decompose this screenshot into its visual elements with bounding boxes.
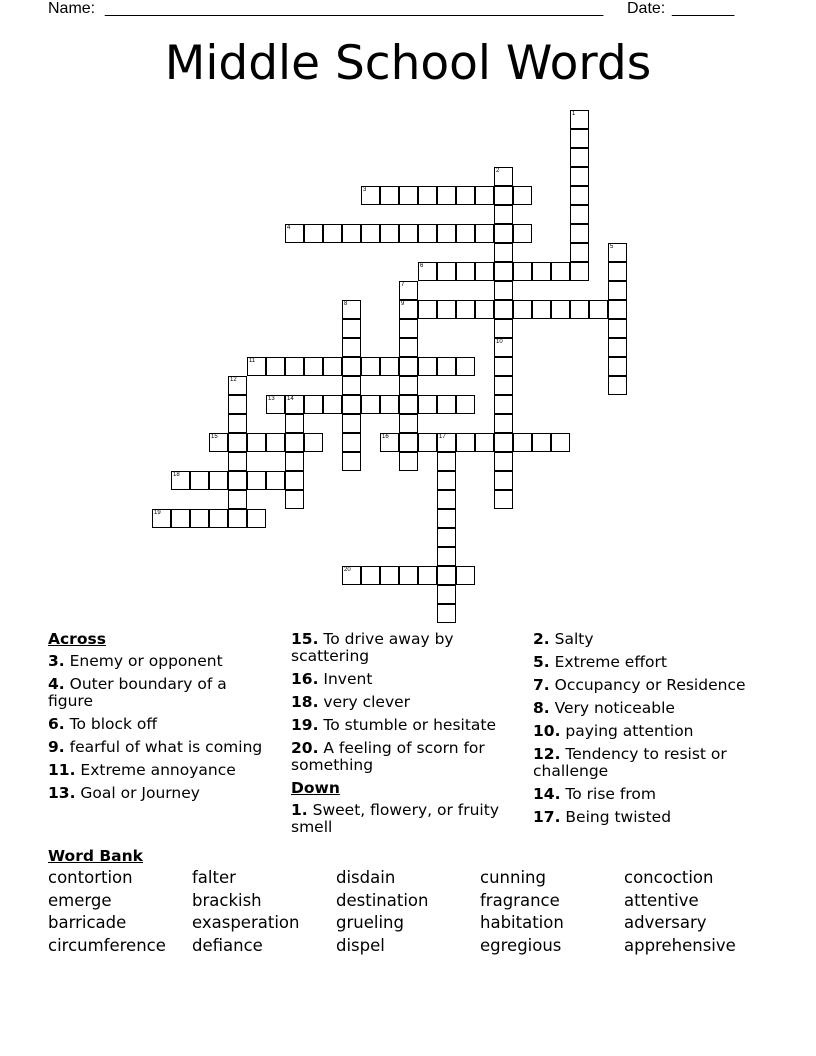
word-bank-item: grueling [336, 913, 404, 932]
grid-cell[interactable] [418, 224, 437, 243]
grid-cell[interactable] [608, 376, 627, 395]
grid-cell[interactable] [266, 471, 285, 490]
clue-number-label: 8. [533, 699, 550, 717]
clue-number-label: 4. [48, 675, 65, 693]
word-bank-item: brackish [192, 891, 262, 910]
clue-text: To block off [64, 715, 158, 733]
clue-item [48, 653, 274, 670]
grid-cell[interactable] [342, 566, 361, 585]
clue-item [291, 671, 517, 688]
clue-number-label: 10. [533, 722, 561, 740]
clue-item [48, 739, 274, 756]
grid-cell[interactable] [494, 300, 513, 319]
clue-number: 1 [572, 111, 576, 117]
grid-cell[interactable] [399, 414, 418, 433]
clue-number-label: 7. [533, 676, 550, 694]
word-bank-item: apprehensive [624, 936, 736, 955]
grid-cell[interactable] [285, 490, 304, 509]
grid-cell[interactable] [570, 167, 589, 186]
grid-cell[interactable] [152, 509, 171, 528]
grid-cell[interactable] [437, 604, 456, 623]
grid-cell[interactable] [475, 224, 494, 243]
grid-cell[interactable] [342, 376, 361, 395]
grid-cell[interactable] [437, 566, 456, 585]
grid-cell[interactable] [608, 357, 627, 376]
grid-cell[interactable] [456, 433, 475, 452]
grid-cell[interactable] [437, 357, 456, 376]
grid-cell[interactable] [456, 224, 475, 243]
word-bank-item: destination [336, 891, 429, 910]
grid-cell[interactable] [608, 319, 627, 338]
grid-cell[interactable] [399, 452, 418, 471]
grid-cell[interactable] [342, 300, 361, 319]
grid-cell[interactable] [399, 319, 418, 338]
grid-cell[interactable] [608, 281, 627, 300]
grid-cell[interactable] [399, 281, 418, 300]
word-bank-item: defiance [192, 936, 263, 955]
header [48, 0, 748, 18]
grid-cell[interactable] [399, 357, 418, 376]
clue-number: 20 [344, 567, 351, 573]
clue-number: 2 [496, 168, 500, 174]
clue-number-label: 11. [48, 761, 76, 779]
clue-item [291, 802, 517, 836]
clue-section-heading: Down [291, 779, 340, 797]
grid-cell[interactable] [380, 433, 399, 452]
grid-cell[interactable] [494, 224, 513, 243]
clue-number-label: 1. [291, 801, 308, 819]
grid-cell[interactable] [513, 186, 532, 205]
clues-column-3 [533, 631, 773, 832]
clue-number-label: 14. [533, 785, 561, 803]
clue-number: 4 [287, 225, 291, 231]
grid-cell[interactable] [456, 395, 475, 414]
grid-cell[interactable] [437, 300, 456, 319]
grid-cell[interactable] [399, 300, 418, 319]
grid-cell[interactable] [418, 433, 437, 452]
word-bank-item: circumference [48, 936, 166, 955]
clue-item [533, 631, 773, 648]
clue-item [533, 654, 773, 671]
clue-number: 7 [401, 282, 405, 288]
clue-item [291, 740, 517, 774]
grid-cell[interactable] [361, 357, 380, 376]
clue-text: Sweet, flowery, or fruity smell [291, 801, 499, 836]
grid-cell[interactable] [456, 566, 475, 585]
word-bank-item: emerge [48, 891, 112, 910]
grid-cell[interactable] [494, 262, 513, 281]
clue-text: Occupancy or Residence [549, 676, 746, 694]
clue-text: Salty [549, 630, 594, 648]
grid-cell[interactable] [228, 433, 247, 452]
clue-item [48, 676, 274, 710]
grid-cell[interactable] [304, 433, 323, 452]
grid-cell[interactable] [342, 395, 361, 414]
word-bank-item: exasperation [192, 913, 300, 932]
grid-cell[interactable] [570, 148, 589, 167]
grid-cell[interactable] [228, 414, 247, 433]
grid-cell[interactable] [304, 395, 323, 414]
grid-cell[interactable] [399, 338, 418, 357]
clue-number: 13 [268, 396, 275, 402]
grid-cell[interactable] [228, 471, 247, 490]
clue-item [48, 716, 274, 733]
grid-cell[interactable] [589, 300, 608, 319]
grid-cell[interactable] [228, 395, 247, 414]
grid-cell[interactable] [380, 357, 399, 376]
grid-cell[interactable] [380, 186, 399, 205]
grid-cell[interactable] [285, 224, 304, 243]
clue-number: 16 [382, 434, 389, 440]
grid-cell[interactable] [437, 186, 456, 205]
grid-cell[interactable] [494, 243, 513, 262]
clue-text: Being twisted [560, 808, 672, 826]
grid-cell[interactable] [513, 433, 532, 452]
grid-cell[interactable] [190, 471, 209, 490]
grid-cell[interactable] [304, 224, 323, 243]
grid-cell[interactable] [266, 395, 285, 414]
word-bank-item: attentive [624, 891, 699, 910]
word-bank-item: habitation [480, 913, 564, 932]
grid-cell[interactable] [285, 395, 304, 414]
clues-column-1 [48, 631, 274, 808]
clue-text: To drive away by scattering [291, 630, 454, 665]
grid-cell[interactable] [608, 243, 627, 262]
grid-cell[interactable] [380, 224, 399, 243]
clue-section-heading: Across [48, 630, 106, 648]
clue-number-label: 3. [48, 652, 65, 670]
grid-cell[interactable] [399, 433, 418, 452]
clue-text: Extreme annoyance [75, 761, 236, 779]
clue-item [48, 762, 274, 779]
grid-cell[interactable] [570, 205, 589, 224]
name-label: Name: [48, 0, 96, 17]
clue-text: Extreme effort [549, 653, 667, 671]
grid-cell[interactable] [304, 357, 323, 376]
clue-number: 10 [496, 339, 503, 345]
clue-number-label: 19. [291, 716, 319, 734]
clue-number-label: 20. [291, 739, 319, 757]
clue-number: 15 [211, 434, 218, 440]
clue-text: paying attention [560, 722, 694, 740]
grid-cell[interactable] [342, 414, 361, 433]
clue-number-label: 17. [533, 808, 561, 826]
grid-cell[interactable] [570, 110, 589, 129]
clue-number-label: 16. [291, 670, 319, 688]
date-field[interactable]: _______ [672, 0, 735, 17]
grid-cell[interactable] [494, 186, 513, 205]
grid-cell[interactable] [456, 357, 475, 376]
grid-cell[interactable] [437, 547, 456, 566]
grid-cell[interactable] [247, 509, 266, 528]
clue-item [533, 723, 773, 740]
grid-cell[interactable] [456, 262, 475, 281]
grid-cell[interactable] [418, 186, 437, 205]
word-bank-item: adversary [624, 913, 707, 932]
grid-cell[interactable] [361, 395, 380, 414]
grid-cell[interactable] [570, 300, 589, 319]
grid-cell[interactable] [437, 528, 456, 547]
grid-cell[interactable] [570, 243, 589, 262]
grid-cell[interactable] [494, 167, 513, 186]
grid-cell[interactable] [380, 566, 399, 585]
clue-item [48, 785, 274, 802]
grid-cell[interactable] [285, 452, 304, 471]
grid-cell[interactable] [551, 300, 570, 319]
clue-text: To rise from [560, 785, 656, 803]
grid-cell[interactable] [266, 433, 285, 452]
clue-number: 12 [230, 377, 237, 383]
clue-number-label: 18. [291, 693, 319, 711]
grid-cell[interactable] [323, 357, 342, 376]
grid-cell[interactable] [475, 262, 494, 281]
grid-cell[interactable] [380, 395, 399, 414]
clue-number: 11 [249, 358, 256, 364]
clue-number-label: 2. [533, 630, 550, 648]
grid-cell[interactable] [342, 319, 361, 338]
clue-number: 17 [439, 434, 446, 440]
grid-cell[interactable] [551, 262, 570, 281]
clue-number-label: 9. [48, 738, 65, 756]
grid-cell[interactable] [171, 471, 190, 490]
grid-cell[interactable] [418, 566, 437, 585]
clues-column-2 [291, 631, 517, 842]
word-bank-item: dispel [336, 936, 385, 955]
clue-number-label: 6. [48, 715, 65, 733]
grid-cell[interactable] [418, 262, 437, 281]
clue-text: Tendency to resist or challenge [533, 745, 727, 780]
grid-cell[interactable] [209, 509, 228, 528]
grid-cell[interactable] [266, 357, 285, 376]
clue-text: very clever [318, 693, 411, 711]
grid-cell[interactable] [342, 224, 361, 243]
clue-number-label: 15. [291, 630, 319, 648]
page-title: Middle School Words [164, 36, 652, 91]
grid-cell[interactable] [228, 490, 247, 509]
word-bank-item: disdain [336, 868, 396, 887]
clue-text: Invent [318, 670, 373, 688]
grid-cell[interactable] [513, 224, 532, 243]
word-bank-item: egregious [480, 936, 562, 955]
grid-cell[interactable] [437, 433, 456, 452]
grid-cell[interactable] [456, 300, 475, 319]
grid-cell[interactable] [570, 262, 589, 281]
grid-cell[interactable] [247, 471, 266, 490]
clue-text: To stumble or hesitate [318, 716, 497, 734]
clue-number: 18 [173, 472, 180, 478]
grid-cell[interactable] [570, 129, 589, 148]
grid-cell[interactable] [285, 471, 304, 490]
grid-cell[interactable] [475, 433, 494, 452]
clue-text: Very noticeable [549, 699, 675, 717]
clue-item [291, 717, 517, 734]
grid-cell[interactable] [399, 224, 418, 243]
grid-cell[interactable] [608, 262, 627, 281]
clue-number: 8 [344, 301, 348, 307]
grid-cell[interactable] [399, 566, 418, 585]
grid-cell[interactable] [323, 395, 342, 414]
grid-cell[interactable] [418, 357, 437, 376]
grid-cell[interactable] [399, 376, 418, 395]
grid-cell[interactable] [399, 395, 418, 414]
grid-cell[interactable] [513, 300, 532, 319]
grid-cell[interactable] [361, 224, 380, 243]
word-bank-item: fragrance [480, 891, 560, 910]
grid-cell[interactable] [228, 509, 247, 528]
grid-cell[interactable] [494, 433, 513, 452]
grid-cell[interactable] [494, 319, 513, 338]
grid-cell[interactable] [494, 205, 513, 224]
grid-cell[interactable] [342, 357, 361, 376]
grid-cell[interactable] [361, 566, 380, 585]
grid-cell[interactable] [418, 300, 437, 319]
clue-number: 19 [154, 510, 161, 516]
grid-cell[interactable] [475, 300, 494, 319]
grid-cell[interactable] [247, 357, 266, 376]
grid-cell[interactable] [456, 186, 475, 205]
grid-cell[interactable] [209, 471, 228, 490]
word-bank-item: cunning [480, 868, 546, 887]
grid-cell[interactable] [437, 452, 456, 471]
word-bank-item: contortion [48, 868, 133, 887]
clue-text: A feeling of scorn for something [291, 739, 485, 774]
clue-item [533, 746, 773, 780]
grid-cell[interactable] [494, 471, 513, 490]
grid-cell[interactable] [532, 262, 551, 281]
grid-cell[interactable] [494, 452, 513, 471]
grid-cell[interactable] [247, 433, 266, 452]
grid-cell[interactable] [342, 452, 361, 471]
grid-cell[interactable] [228, 376, 247, 395]
grid-cell[interactable] [418, 395, 437, 414]
grid-cell[interactable] [494, 395, 513, 414]
grid-cell[interactable] [570, 186, 589, 205]
clue-text: fearful of what is coming [64, 738, 263, 756]
grid-cell[interactable] [437, 490, 456, 509]
word-bank-item: barricade [48, 913, 127, 932]
grid-cell[interactable] [551, 433, 570, 452]
grid-cell[interactable] [399, 186, 418, 205]
word-bank-item: concoction [624, 868, 714, 887]
grid-cell[interactable] [437, 509, 456, 528]
word-bank-item: falter [192, 868, 236, 887]
grid-cell[interactable] [494, 414, 513, 433]
grid-cell[interactable] [437, 395, 456, 414]
grid-cell[interactable] [342, 433, 361, 452]
clue-number-label: 5. [533, 653, 550, 671]
grid-cell[interactable] [190, 509, 209, 528]
clue-text: Outer boundary of a figure [48, 675, 227, 710]
grid-cell[interactable] [285, 433, 304, 452]
clue-number: 5 [610, 244, 614, 250]
clue-item [533, 677, 773, 694]
grid-cell[interactable] [323, 224, 342, 243]
word-bank-heading: Word Bank [48, 847, 143, 865]
grid-cell[interactable] [608, 300, 627, 319]
grid-cell[interactable] [209, 433, 228, 452]
grid-cell[interactable] [494, 357, 513, 376]
grid-cell[interactable] [475, 186, 494, 205]
grid-cell[interactable] [437, 585, 456, 604]
date-label: Date: [627, 0, 666, 17]
grid-cell[interactable] [228, 452, 247, 471]
clue-number: 6 [420, 263, 424, 269]
grid-cell[interactable] [513, 262, 532, 281]
grid-cell[interactable] [285, 414, 304, 433]
grid-cell[interactable] [494, 338, 513, 357]
grid-cell[interactable] [361, 186, 380, 205]
grid-cell[interactable] [494, 376, 513, 395]
clue-item [291, 631, 517, 665]
clue-item [533, 700, 773, 717]
clue-item [533, 786, 773, 803]
clue-item [291, 694, 517, 711]
clue-number: 3 [363, 187, 367, 193]
clue-number-label: 13. [48, 784, 76, 802]
grid-cell[interactable] [608, 338, 627, 357]
clue-text: Enemy or opponent [64, 652, 223, 670]
grid-cell[interactable] [437, 262, 456, 281]
grid-cell[interactable] [437, 471, 456, 490]
grid-cell[interactable] [171, 509, 190, 528]
grid-cell[interactable] [494, 281, 513, 300]
clue-number: 14 [287, 396, 294, 402]
grid-cell[interactable] [494, 490, 513, 509]
clue-text: Goal or Journey [75, 784, 200, 802]
name-field[interactable]: ________________________________________________________ [105, 0, 604, 17]
grid-cell[interactable] [285, 357, 304, 376]
grid-cell[interactable] [570, 224, 589, 243]
grid-cell[interactable] [532, 300, 551, 319]
grid-cell[interactable] [437, 224, 456, 243]
clue-number: 9 [401, 301, 405, 307]
clue-item [533, 809, 773, 826]
grid-cell[interactable] [532, 433, 551, 452]
grid-cell[interactable] [342, 338, 361, 357]
clue-number-label: 12. [533, 745, 561, 763]
